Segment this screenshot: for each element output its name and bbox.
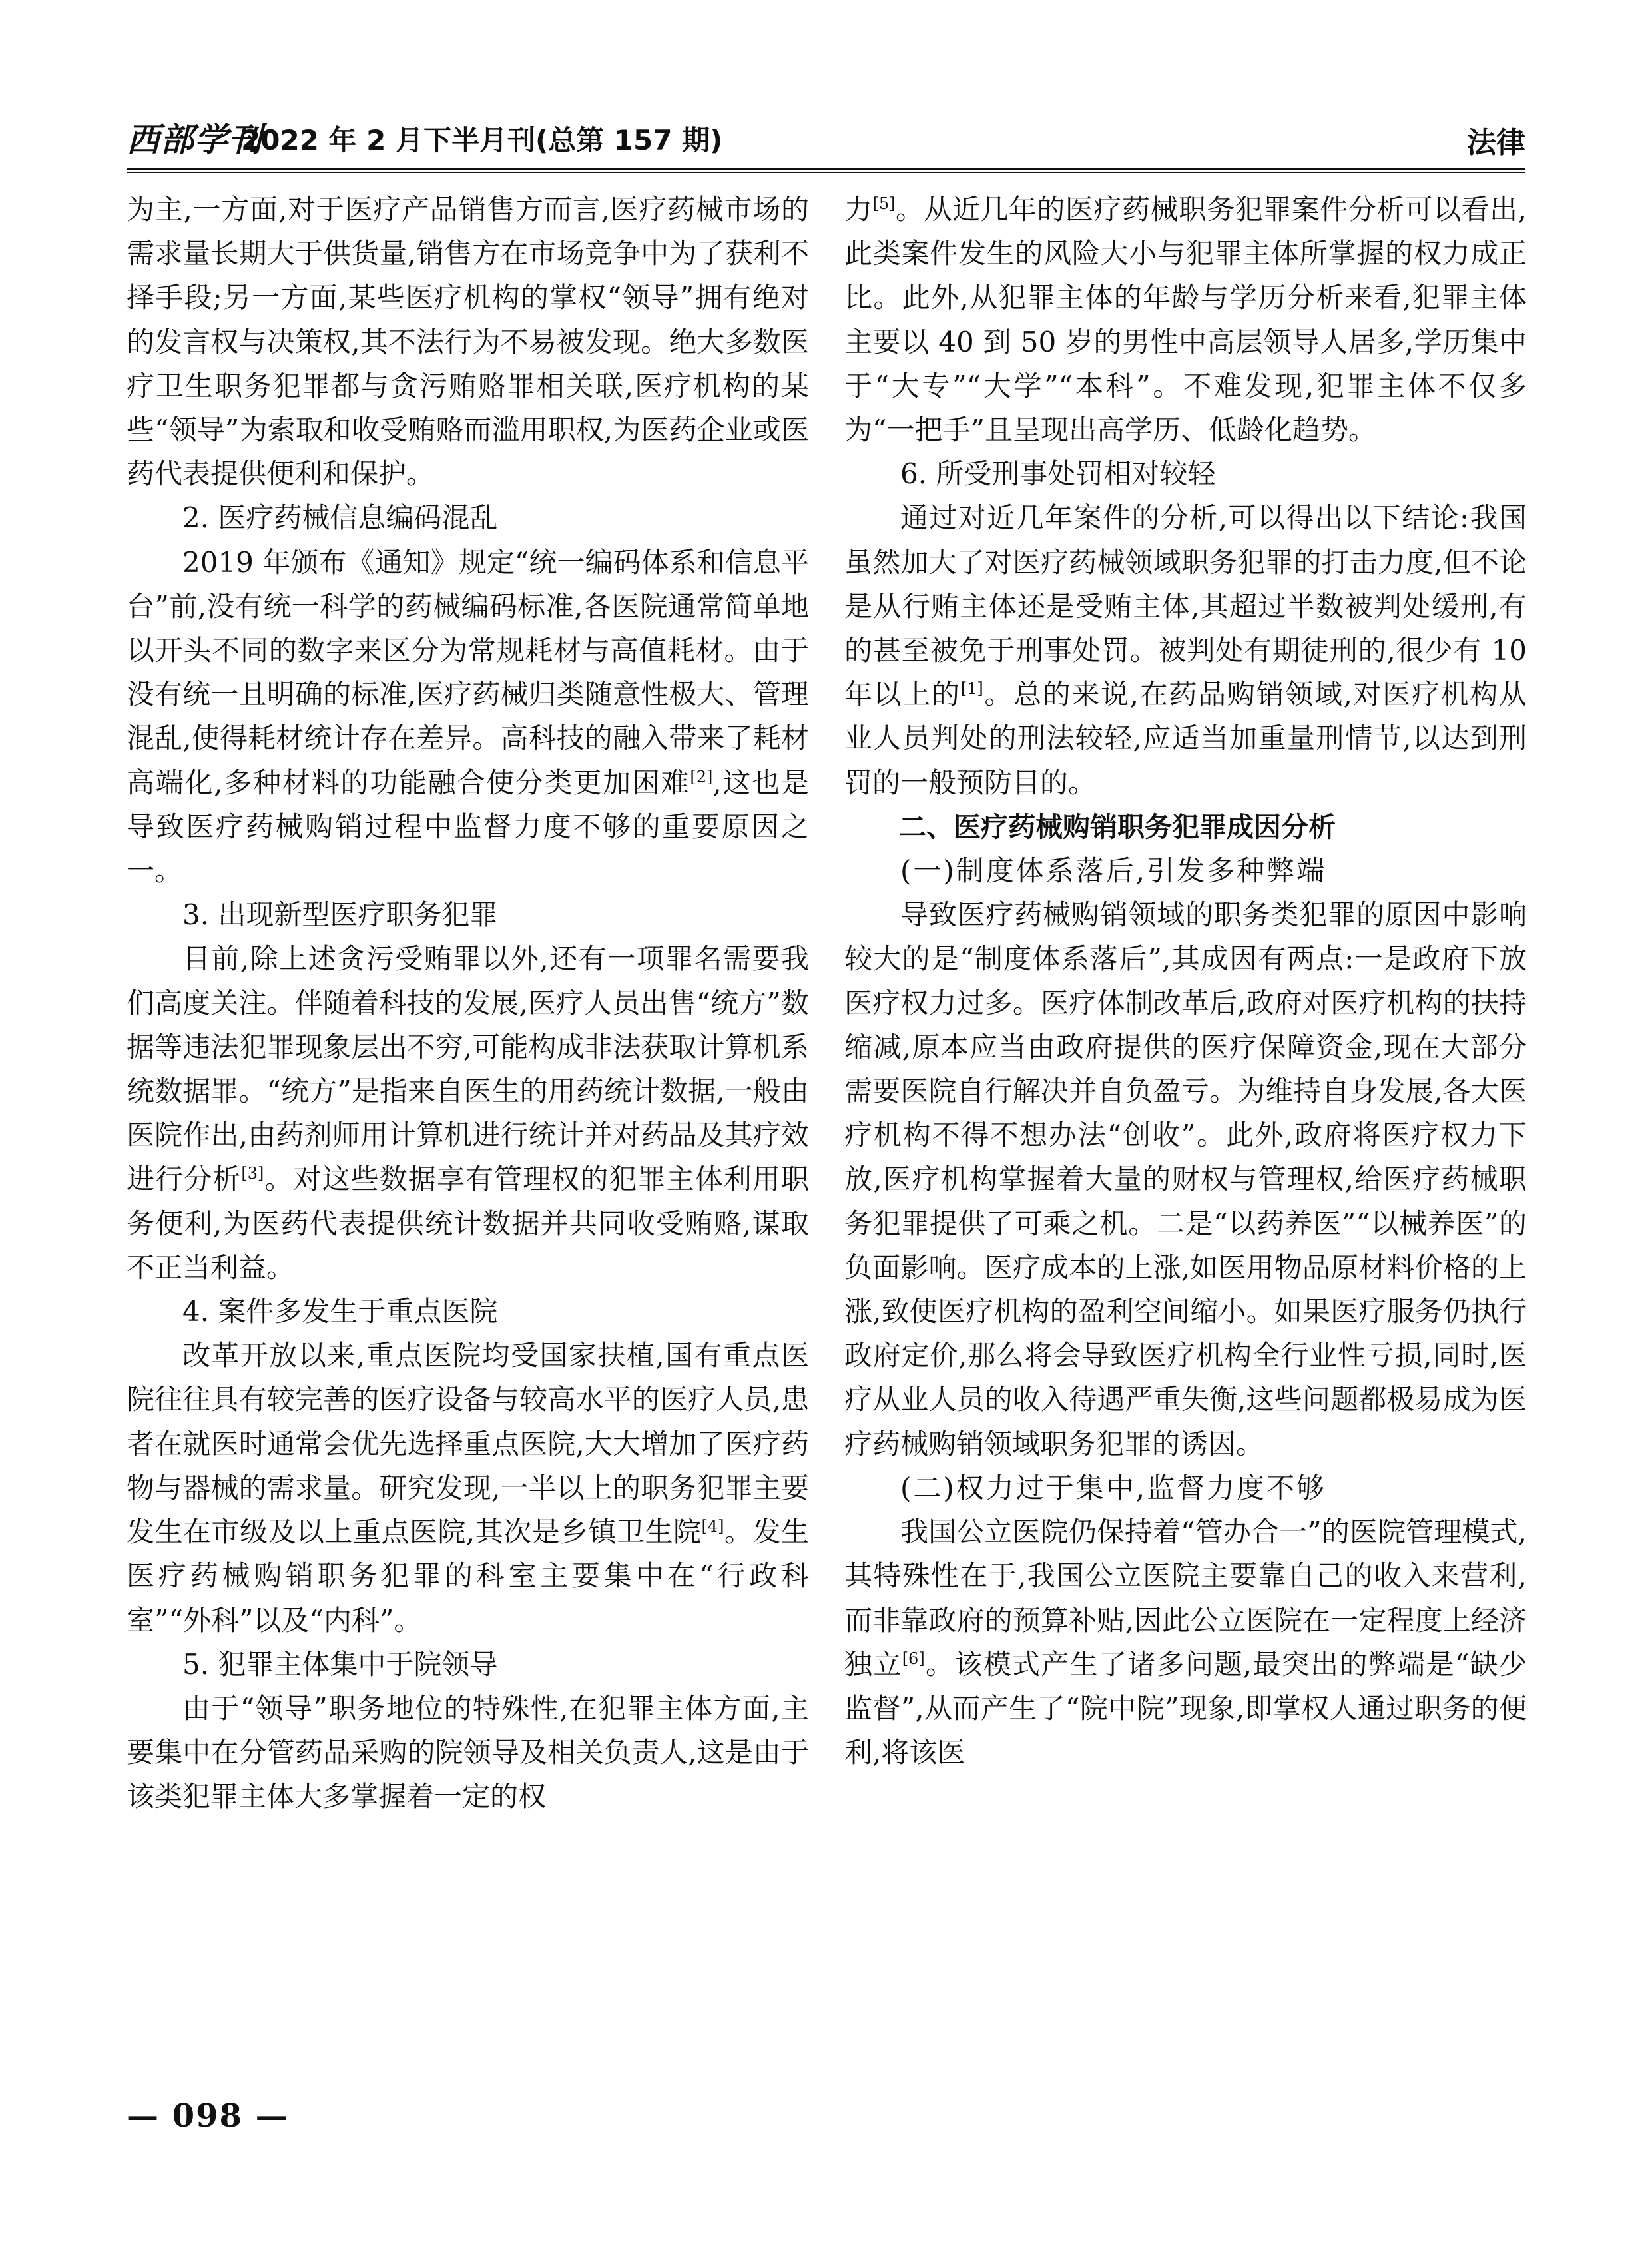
citation: [5] [872,194,896,213]
journal-logo: 西部学刊 [127,120,262,159]
subsection-heading: (二)权力过于集中,监督力度不够 [900,1471,1327,1504]
subheading: 5. 犯罪主体集中于院领导 [182,1647,498,1681]
paragraph: 目前,除上述贪污受贿罪以外,还有一项罪名需要我们高度关注。伴随着科技的发展,医疗人员出售“统方”数据等违法犯罪现象层出不穷,可能构成非法获取计算机系统数据罪。“统方”是指来自医生的用药统计数据,一般由医院作出,由药剂师用计算机进行统计并对药品及其疗效进行分析[3]。对这些数据享有管理权的犯罪主体利用职务便利,为医药代表提供统计数据并共同收受贿赂,谋取不正当利益。 [127,942,809,1284]
paragraph: 为主,一方面,对于医疗产品销售方而言,医疗药械市场的需求量长期大于供货量,销售方在市场竞争中为了获利不择手段;另一方面,某些医疗机构的掌权“领导”拥有绝对的发言权与决策权,其不法行为不易被发现。绝大多数医疗卫生职务犯罪都与贪污贿赂罪相关联,医疗机构的某些“领导”为索取和收受贿赂而滥用职权,为医药企业或医药代表提供便利和保护。 [127,193,809,491]
section-heading: 二、医疗药械购销职务犯罪成因分析 [899,810,1336,843]
subheading: 4. 案件多发生于重点医院 [182,1295,498,1328]
paragraph: 通过对近几年案件的分析,可以得出以下结论:我国虽然加大了对医疗药械领域职务犯罪的打击力度,但不论是从行贿主体还是受贿主体,其超过半数被判处缓刑,有的甚至被免于刑事处罚。被判处有期徒刑的,很少有 10 年以上的[1]。总的来说,在药品购销领域,对医疗机构从业人员判处的刑法较轻,应适当加重量刑情节,以达到刑罚的一般预防目的。 [844,501,1527,799]
subheading: 2. 医疗药械信息编码混乱 [182,501,498,535]
paragraph: 力[5]。从近几年的医疗药械职务犯罪案件分析可以看出,此类案件发生的风险大小与犯罪主体所掌握的权力成正比。此外,从犯罪主体的年龄与学历分析来看,犯罪主体主要以 40 到 50 岁的男性中高层领导人居多,学历集中于“大专”“大学”“本科”。不难发现,犯罪主体不仅多为“一把手”且呈现出高学历、低龄化趋势。 [844,193,1527,447]
right-column [844,188,1527,1775]
section-label: 法律 [1467,126,1525,160]
paragraph: 由于“领导”职务地位的特殊性,在犯罪主体方面,主要集中在分管药品采购的院领导及相关负责人,这是由于该类犯罪主体大多掌握着一定的权 [127,1691,809,1813]
citation: [1] [960,679,983,699]
paragraph: 2019 年颁布《通知》规定“统一编码体系和信息平台”前,没有统一科学的药械编码标准,各医院通常简单地以开头不同的数字来区分为常规耗材与高值耗材。由于没有统一且明确的标准,医疗药械归类随意性极大、管理混乱,使得耗材统计存在差异。高科技的融入带来了耗材高端化,多种材料的功能融合使分类更加困难[2],这也是导致医疗药械购销过程中监督力度不够的重要原因之一。 [127,545,809,888]
paragraph: 导致医疗药械购销领域的职务类犯罪的原因中影响较大的是“制度体系落后”,其成因有两点:一是政府下放医疗权力过多。医疗体制改革后,政府对医疗机构的扶持缩减,原本应当由政府提供的医疗保障资金,现在大部分需要医院自行解决并自负盈亏。为维持自身发展,各大医疗机构不得不想办法“创收”。此外,政府将医疗权力下放,医疗机构掌握着大量的财权与管理权,给医疗药械职务犯罪提供了可乘之机。二是“以药养医”“以械养医”的负面影响。医疗成本的上涨,如医用物品原材料价格的上涨,致使医疗机构的盈利空间缩小。如果医疗服务仍执行政府定价,那么将会导致医疗机构全行业性亏损,同时,医疗从业人员的收入待遇严重失衡,这些问题都极易成为医疗药械购销领域职务犯罪的诱因。 [844,898,1527,1460]
citation: [2] [690,767,713,786]
page-number: — 098 — [127,2098,289,2135]
citation: [4] [701,1517,724,1536]
subheading: 3. 出现新型医疗职务犯罪 [182,898,498,932]
subheading: 6. 所受刑事处罚相对较轻 [900,457,1216,491]
subsection-heading: (一)制度体系落后,引发多种弊端 [900,854,1327,888]
paragraph: 改革开放以来,重点医院均受国家扶植,国有重点医院往往具有较完善的医疗设备与较高水平的医疗人员,患者在就医时通常会优先选择重点医院,大大增加了医疗药物与器械的需求量。研究发现,一半以上的职务犯罪主要发生在市级及以上重点医院,其次是乡镇卫生院[4]。发生医疗药械购销职务犯罪的科室主要集中在“行政科室”“外科”以及“内科”。 [127,1339,809,1637]
header-rule [127,168,1525,174]
citation: [6] [902,1649,925,1668]
left-column [127,188,809,1819]
paragraph: 我国公立医院仍保持着“管办合一”的医院管理模式,其特殊性在于,我国公立医院主要靠自己的收入来营利,而非靠政府的预算补贴,因此公立医院在一定程度上经济独立[6]。该模式产生了诸多问题,最突出的弊端是“缺少监督”,从而产生了“院中院”现象,即掌权人通过职务的便利,将该医 [844,1516,1527,1769]
page-header [127,112,1525,165]
citation: [3] [241,1164,264,1183]
issue-info: 2022 年 2 月下半月刊(总第 157 期) [241,124,723,156]
